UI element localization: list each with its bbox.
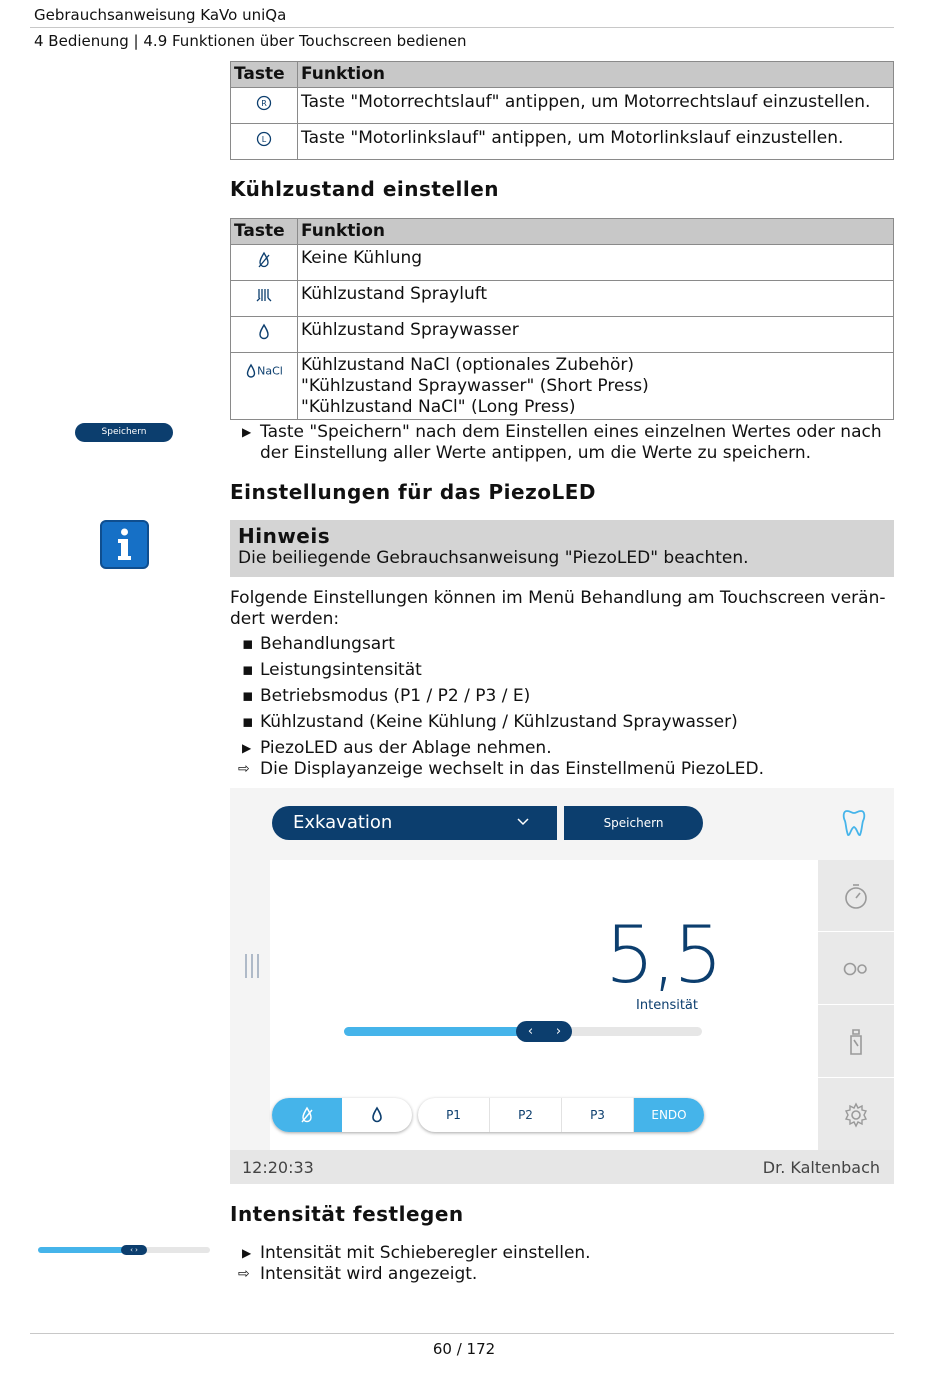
table-row [231, 281, 894, 317]
result-text: Intensität wird angezeigt. [260, 1264, 478, 1284]
slider-knob: ‹ › [121, 1245, 147, 1255]
spray-water-icon [231, 317, 298, 353]
screen-side-menu [818, 860, 894, 1150]
row-text: Keine Kühlung [298, 245, 894, 281]
table-row [231, 353, 894, 420]
mode-p2-button[interactable]: P2 [490, 1098, 562, 1132]
row-text [298, 353, 894, 420]
list-item-text: Kühlzustand (Keine Kühlung / Kühlzustand Spraywasser) [260, 712, 738, 732]
table-row [231, 245, 894, 281]
save-button-illustration: Speichern [75, 423, 173, 442]
slider-fill [38, 1247, 134, 1253]
bullet-icon: ▪ [242, 686, 254, 706]
cooling-toggle [272, 1098, 412, 1132]
no-cooling-button[interactable] [272, 1098, 342, 1132]
tooth-icon[interactable] [842, 808, 866, 838]
intensity-value: 5,5 [605, 911, 721, 1001]
svg-text:L: L [261, 135, 267, 144]
row-line: Kühlzustand NaCl (optionales Zubehör) [301, 355, 635, 375]
timer-icon[interactable] [818, 860, 894, 932]
note-box [230, 520, 894, 577]
touchscreen-illustration [230, 788, 894, 1184]
step-save [242, 422, 900, 464]
cooling-table [230, 218, 894, 420]
motor-table [230, 61, 894, 160]
gear-icon[interactable] [818, 1079, 894, 1151]
list-item [242, 657, 422, 683]
spray-water-icon [370, 1106, 384, 1124]
link-icon[interactable] [818, 933, 894, 1005]
step-arrow-icon: ▶ [242, 1246, 252, 1260]
no-cooling-icon [299, 1106, 315, 1124]
step-save-line2: der Einstellung aller Werte antippen, um die Werte zu speichern. [260, 443, 812, 463]
footer-divider [30, 1333, 894, 1334]
step-intensity [242, 1243, 591, 1264]
drag-handle-icon[interactable] [242, 952, 262, 980]
mode-selector [418, 1098, 704, 1132]
nacl-icon [231, 353, 298, 420]
result-intensity [238, 1264, 478, 1285]
step-arrow-icon: ▶ [242, 425, 252, 439]
document-title: Gebrauchsanweisung KaVo uniQa [34, 6, 287, 24]
row-text: Kühlzustand Sprayluft [298, 281, 894, 317]
list-item [242, 683, 531, 709]
table-row [231, 124, 894, 160]
piezo-intro [230, 588, 894, 630]
row-text: Kühlzustand Spraywasser [298, 317, 894, 353]
chevron-down-icon [517, 818, 529, 826]
col-header-key: Taste [231, 219, 298, 245]
row-line: "Kühlzustand NaCl" (Long Press) [301, 397, 576, 417]
spray-water-button[interactable] [342, 1098, 412, 1132]
list-item-text: Leistungsintensität [260, 660, 422, 680]
note-title: Hinweis [238, 524, 331, 548]
list-item-text: Behandlungsart [260, 634, 395, 654]
heading-intensity: Intensität festlegen [230, 1202, 464, 1226]
row-text: Taste "Motorrechtslauf" antippen, um Motorrechtslauf einzustellen. [298, 88, 894, 124]
intensity-slider-illustration [38, 1247, 210, 1253]
intro-line1: Folgende Einstellungen können im Menü Behandlung am Touchscreen verän- [230, 588, 886, 608]
breadcrumb: 4 Bedienung | 4.9 Funktionen über Touchscreen bedienen [34, 32, 467, 50]
info-icon [100, 520, 149, 569]
mode-p1-button[interactable]: P1 [418, 1098, 490, 1132]
heading-cooling: Kühlzustand einstellen [230, 177, 500, 201]
spray-bottle-icon[interactable] [818, 1006, 894, 1078]
col-header-function: Funktion [298, 219, 894, 245]
heading-piezo: Einstellungen für das PiezoLED [230, 480, 596, 504]
intensity-slider-fill [344, 1027, 544, 1036]
intro-line2: dert werden: [230, 609, 340, 629]
bullet-icon: ▪ [242, 634, 254, 654]
save-button[interactable]: Speichern [564, 806, 703, 840]
chevron-right-icon: › [555, 1024, 562, 1039]
treatment-dropdown[interactable] [272, 806, 557, 840]
mode-p3-button[interactable]: P3 [562, 1098, 634, 1132]
result-arrow-icon: ⇨ [238, 761, 250, 777]
step-text: Intensität mit Schieberegler einstellen. [260, 1243, 591, 1263]
step-piezo [242, 738, 552, 759]
motor-right-icon [231, 88, 298, 124]
no-cooling-icon [231, 245, 298, 281]
table-row [231, 88, 894, 124]
svg-text:R: R [261, 99, 267, 108]
motor-left-icon [231, 124, 298, 160]
col-header-function: Funktion [298, 62, 894, 88]
col-header-key: Taste [231, 62, 298, 88]
page-number: 60 / 172 [432, 1340, 496, 1358]
list-item-text: Betriebsmodus (P1 / P2 / P3 / E) [260, 686, 531, 706]
step-text: PiezoLED aus der Ablage nehmen. [260, 738, 552, 758]
mode-endo-button[interactable]: ENDO [634, 1098, 704, 1132]
chevron-left-icon: ‹ [527, 1024, 534, 1039]
step-arrow-icon: ▶ [242, 741, 252, 755]
intensity-slider-knob[interactable] [516, 1021, 572, 1042]
nacl-label: NaCl [257, 364, 283, 378]
step-save-line1: Taste "Speichern" nach dem Einstellen eines einzelnen Wertes oder nach [260, 422, 882, 442]
clock: 12:20:33 [242, 1158, 314, 1177]
note-text: Die beiliegende Gebrauchsanweisung "PiezoLED" beachten. [238, 548, 749, 568]
bullet-icon: ▪ [242, 712, 254, 732]
header-divider [30, 27, 894, 28]
intensity-label: Intensität [636, 998, 698, 1013]
result-text: Die Displayanzeige wechselt in das Einstellmenü PiezoLED. [260, 759, 764, 779]
user-name: Dr. Kaltenbach [762, 1158, 880, 1177]
bullet-icon: ▪ [242, 660, 254, 680]
treatment-dropdown-value: Exkavation [293, 812, 393, 833]
status-bar [230, 1150, 894, 1184]
result-arrow-icon: ⇨ [238, 1266, 250, 1282]
list-item [242, 631, 395, 657]
row-text: Taste "Motorlinkslauf" antippen, um Motorlinkslauf einzustellen. [298, 124, 894, 160]
row-line: "Kühlzustand Spraywasser" (Short Press) [301, 376, 649, 396]
result-piezo [238, 759, 764, 780]
table-row [231, 317, 894, 353]
list-item [242, 709, 738, 735]
spray-air-icon [231, 281, 298, 317]
